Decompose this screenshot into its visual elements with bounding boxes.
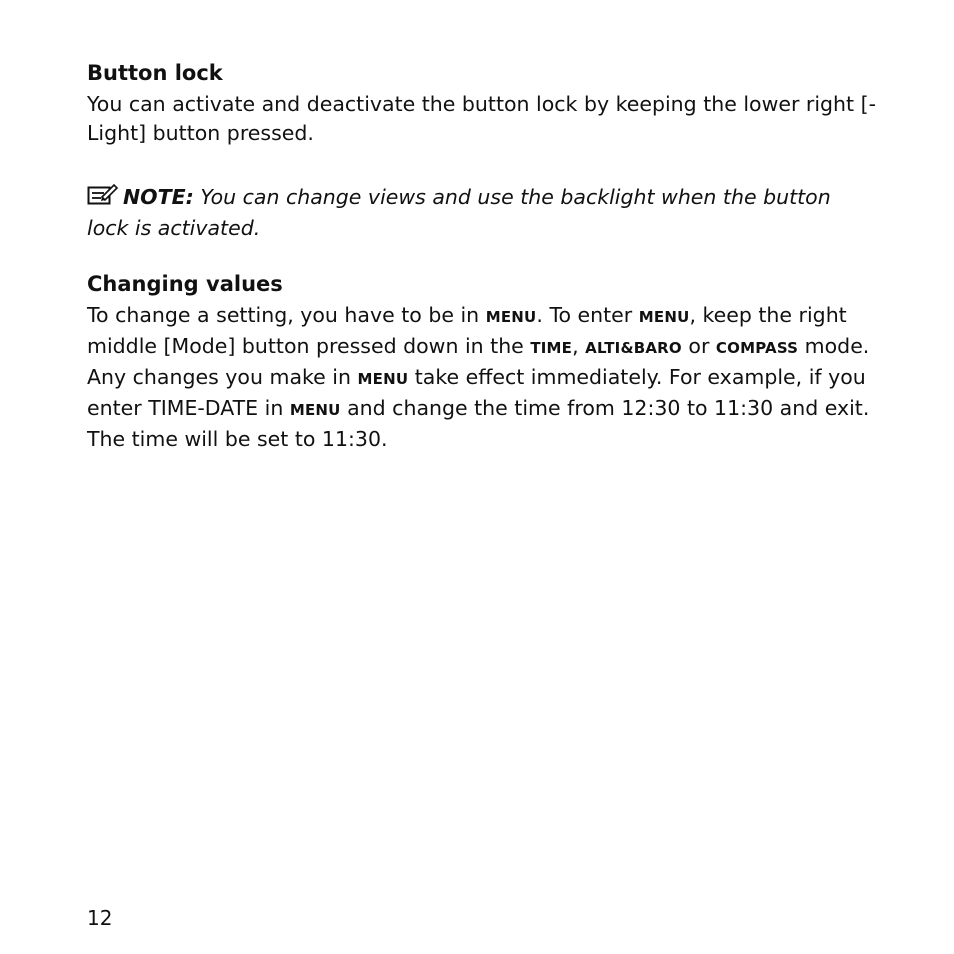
button-lock-body: You can activate and deactivate the button lock by keeping the lower right [-Light] button pressed. [87, 92, 876, 145]
body-text-3: , keep the right middle [Mode] button pressed down in the [87, 303, 847, 358]
altibaro-term: ALTI&BARO [585, 339, 682, 357]
menu-term: MENU [289, 401, 341, 419]
body-text-8: and change the time from 12:30 to 11:30 and exit. The time will be set to 11:30. [87, 396, 870, 451]
body-text-1: To change a setting, you have to be in [87, 303, 486, 327]
changing-values-section [87, 269, 877, 454]
button-lock-heading: Button lock [87, 61, 223, 85]
note-label: NOTE: [123, 185, 194, 209]
compass-term: COMPASS [715, 339, 799, 357]
button-lock-section [87, 58, 877, 148]
body-text-6: mode. Any changes you make in [87, 334, 870, 389]
body-text-2: . To enter [536, 303, 639, 327]
body-text-4: , [572, 334, 586, 358]
body-text-7: take effect immediately. For example, if you enter TIME-DATE in [87, 365, 866, 420]
changing-values-body [87, 301, 877, 454]
note-text: You can change views and use the backlight when the button lock is activated. [87, 185, 831, 240]
time-term: TIME [530, 339, 573, 357]
changing-values-heading: Changing values [87, 272, 283, 296]
menu-term: MENU [357, 370, 409, 388]
note-pencil-icon [87, 182, 119, 214]
manual-page [87, 58, 877, 454]
note-paragraph [87, 182, 877, 243]
menu-term: MENU [485, 308, 537, 326]
page-number: 12 [87, 906, 113, 930]
body-text-5: or [681, 334, 716, 358]
menu-term: MENU [638, 308, 690, 326]
